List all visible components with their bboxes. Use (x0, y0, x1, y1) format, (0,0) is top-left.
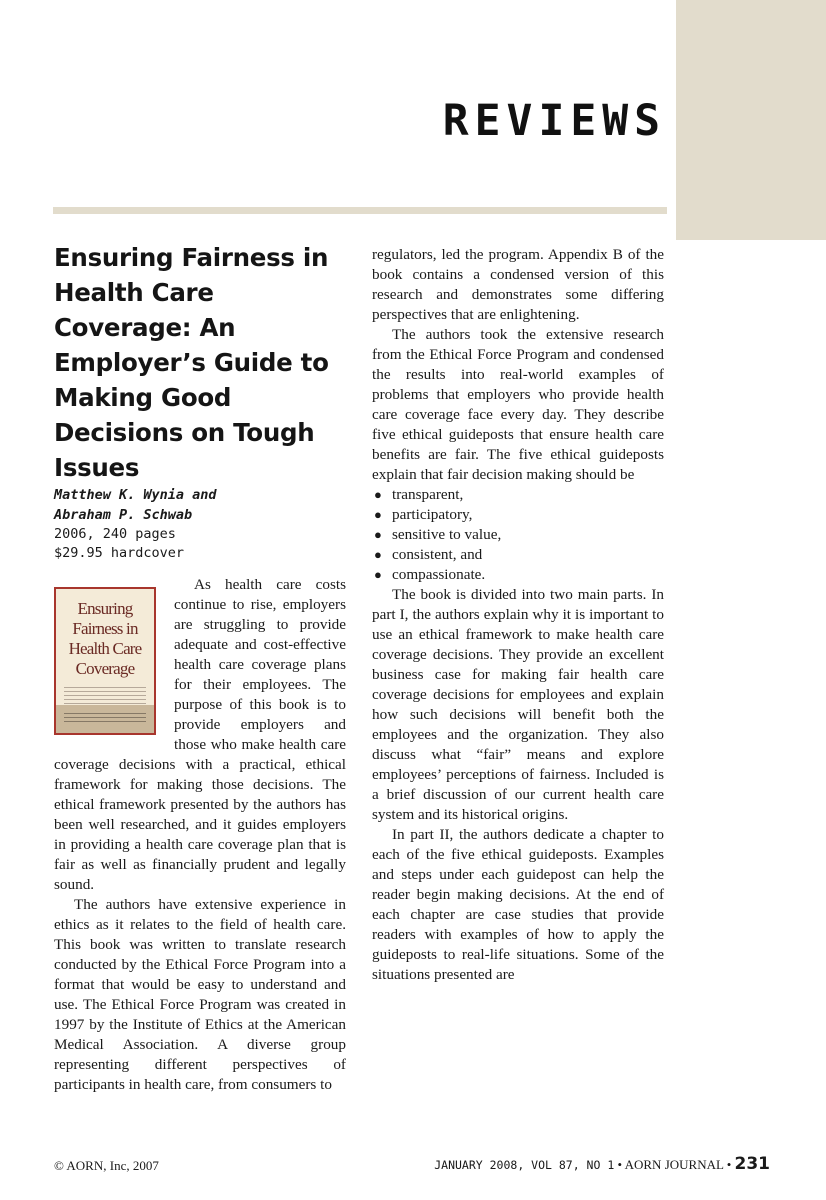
book-title: Ensuring Fairness in Health Care Coverage: An Employer’s Guide to Making Good Decisions on Tough Issues (54, 243, 329, 482)
bullet-icon: ● (374, 527, 382, 542)
authors (54, 485, 346, 525)
footer-separator: • (726, 1157, 732, 1172)
publication-info (54, 525, 346, 563)
review-paragraph-5: The book is divided into two main parts. In part I, the authors explain why it is important to use an ethical framework to make health care coverage decisions. They provide an excellent business case for making fair health care coverage decisions for employees and explain how such decisions will benefit both the employees and the organization. They also discuss what “fair” means and explore employees’ perceptions of fairness. Included is a brief discussion of our current health care system and its historical origins. (372, 586, 664, 823)
issue-info: JANUARY 2008, VOL 87, NO 1 (434, 1158, 615, 1172)
side-decor-band (676, 0, 826, 240)
bullet-icon: ● (374, 547, 382, 562)
bullet-icon: ● (374, 487, 382, 502)
page-number: 231 (734, 1154, 770, 1174)
section-title: REVIEWS (442, 96, 666, 146)
guidepost-list (372, 485, 664, 585)
side-margin (676, 240, 826, 1200)
list-item: ● consistent, and (374, 546, 483, 563)
list-item: ● participatory, (374, 506, 473, 523)
bullet-icon: ● (374, 507, 382, 522)
year-pages: 2006, 240 pages (54, 526, 176, 542)
review-paragraph-3: regulators, led the program. Appendix B of the book contains a condensed version of this research and demonstrates some differing perspectives that are enlightening. (372, 246, 664, 323)
bullet-icon: ● (374, 567, 382, 582)
price: $29.95 hardcover (54, 545, 185, 561)
review-paragraph-6: In part II, the authors dedicate a chapter to each of the five ethical guideposts. Examples and steps under each guidepost can help the reader begin making decisions. At the end of each chapter are case studies that provide readers with examples of how to apply the guideposts to real-life situations. Some of the situations presented are (372, 826, 664, 983)
cover-author-band (56, 705, 154, 733)
page-footer (434, 1154, 770, 1174)
header-rule (53, 207, 667, 214)
author-1: Matthew K. Wynia and (54, 487, 217, 503)
left-column (54, 240, 346, 1095)
right-column (372, 245, 664, 985)
footer-separator: • (617, 1157, 623, 1172)
list-item: ● compassionate. (374, 566, 486, 583)
author-2: Abraham P. Schwab (54, 507, 193, 523)
review-paragraph-4: The authors took the extensive research from the Ethical Force Program and condensed the results into real-world examples of problems that employers who provide health care coverage face every day. They describe five ethical guideposts that ensure health care benefits are fair. The five ethical guideposts explain that fair decision making should be (372, 326, 664, 483)
copyright: © AORN, Inc, 2007 (54, 1158, 159, 1173)
cover-title: Ensuring Fairness in Health Care Coverage (68, 599, 142, 678)
list-item: ● transparent, (374, 486, 464, 503)
book-cover-image (54, 587, 156, 735)
list-item: ● sensitive to value, (374, 526, 502, 543)
review-paragraph-2: The authors have extensive experience in ethics as it relates to the field of health care. This book was written to translate research conducted by the Ethical Force Program into a format that would be easy to understand and use. The Ethical Force Program was created in 1997 by the Institute of Ethics at the American Medical Association. A diverse group representing different perspectives of participants in health care, from consumers to (54, 896, 346, 1093)
cover-subtitle-lines (64, 687, 146, 705)
journal-name: AORN JOURNAL (624, 1157, 724, 1172)
review-paragraph-1: As health care costs continue to rise, employers are struggling to provide adequate and cost-effective health care coverage plans for their employees. The purpose of this book is to provide employers and those who make health care coverage decisions with a practical, ethical framework for making those decisions. The ethical framework presented by the authors has been well researched, and it guides employers in providing a health care coverage plan that is fair as well as financially prudent and legally sound. (54, 576, 346, 893)
